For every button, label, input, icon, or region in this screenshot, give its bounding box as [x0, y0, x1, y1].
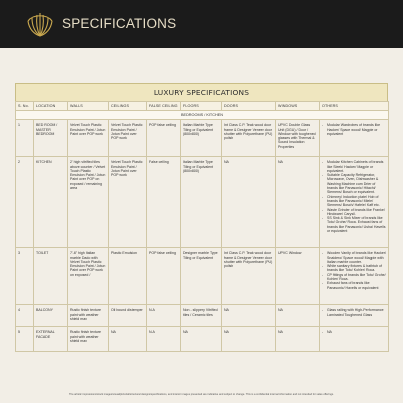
section-row	[16, 111, 389, 120]
others-cell	[320, 120, 389, 157]
specifications-table-panel	[15, 83, 388, 352]
footer-disclaimer: The artistic impressions/stock images/visual/pictorial/structural designs/specifications, and interior images presented are indicative and subject to change. This is a confidential internal information and not intended for sales offerings.	[69, 393, 334, 396]
floors-cell: Non - slippery Vitrified tiles / Ceramic tiles	[181, 305, 222, 327]
floors-cell: Italian Marble Type Tiling or Equivalent (800x800)	[181, 120, 222, 157]
walls-cell: 2' high vitrified tiles above counter / Velvet Touch Plastic Emulsion Paint / Jotun Paint over POP on exposed / remaining area	[68, 157, 109, 248]
ceilings-cell: Oil bound distemper	[109, 305, 147, 327]
false-ceiling-cell: False ceiling	[147, 157, 181, 248]
false-ceiling-cell: POP false ceiling	[147, 120, 181, 157]
windows-cell: UPVC Window	[276, 248, 320, 305]
location-cell: TOILET	[34, 248, 68, 305]
others-item: - Chimney/ Induction plate/ Hob of brands like Panasonic/ Miele/ Siemens/ Bosch/ Hafele/ Kaff etc.	[322, 195, 386, 208]
table-header-row	[16, 102, 389, 111]
doors-cell: Int Class C.P. Teak wood door frame & Designer Veneer door shutter with Polyurethane (PU) polish	[222, 248, 276, 305]
others-cell	[320, 305, 389, 327]
others-cell	[320, 248, 389, 305]
column-header: LOCATION	[34, 102, 68, 111]
column-header: S. No.	[16, 102, 34, 111]
table-row	[16, 120, 389, 157]
table-row	[16, 248, 389, 305]
header-bar	[0, 0, 403, 48]
windows-cell: NA	[276, 327, 320, 352]
column-header: FLOORS	[181, 102, 222, 111]
doors-cell: NA	[222, 157, 276, 248]
others-item: - Exhaust fans of brands like Panasonic/ Havells or equivalent	[322, 281, 386, 290]
ceilings-cell: Velvet Touch Plastic Emulsion Paint / Jotun Paint over POP work	[109, 157, 147, 248]
others-cell	[320, 157, 389, 248]
ceilings-cell: NA	[109, 327, 147, 352]
table-row	[16, 305, 389, 327]
false-ceiling-cell: N.A	[147, 305, 181, 327]
specifications-table	[15, 101, 389, 352]
windows-cell: NA	[276, 157, 320, 248]
table-title: LUXURY SPECIFICATIONS	[15, 83, 388, 101]
section-label: BEDROOMS / KITCHEN	[16, 111, 389, 120]
fan-logo-icon	[25, 10, 55, 38]
false-ceiling-cell: POP false ceiling	[147, 248, 181, 305]
serial-number-cell: 3	[16, 248, 34, 305]
column-header: WALLS	[68, 102, 109, 111]
serial-number-cell: 1	[16, 120, 34, 157]
walls-cell: Rustic finish texture paint with weather shield max	[68, 327, 109, 352]
location-cell: EXTERNAL FACADE	[34, 327, 68, 352]
walls-cell: Rustic finish texture paint with weather shield max	[68, 305, 109, 327]
others-item: - Modular Wardrobes of brands like Hacker/ Space wood/ Magpie or equivalent	[322, 123, 386, 136]
floors-cell: NA	[181, 327, 222, 352]
location-cell: BALCONY	[34, 305, 68, 327]
windows-cell: UPVC Double Glass Unit (DGU) / Door / Window with toughened glasses with Thermal & Sound Insulation Properties	[276, 120, 320, 157]
serial-number-cell: 4	[16, 305, 34, 327]
column-header: FALSE CEILING	[147, 102, 181, 111]
others-item: - Glass railing with High-Performance Laminated Toughened Glass	[322, 308, 386, 317]
false-ceiling-cell: N.A	[147, 327, 181, 352]
doors-cell: NA	[222, 305, 276, 327]
location-cell: KITCHEN	[34, 157, 68, 248]
doors-cell: Int Class C.P. Teak wood door frame & Designer Veneer door shutter with Polyurethane (PU) polish	[222, 120, 276, 157]
column-header: DOORS	[222, 102, 276, 111]
others-item: - SS Sink & Sink Mixer of brands like Toto/ Grohe/ Roca. Exhaust fans of brands like Panasonic/ Usha/ Havells or equivalent	[322, 216, 386, 233]
table-row	[16, 327, 389, 352]
walls-cell: 7'-6" high Italian marble Dado with Velvet Touch Plastic Emulsion Paint / Jotun Paint over POP work on exposed /	[68, 248, 109, 305]
ceilings-cell: Velvet Touch Plastic Emulsion Paint / Jotun Paint over POP work	[109, 120, 147, 157]
others-item: - Suitable Capacity Refrigerator, Microwave, Oven, Dishwasher & Washing Machine cum Drier of brands like Panasonic/ Hitachi/ Siemens/ Bosch or equivalent.	[322, 173, 386, 194]
serial-number-cell: 2	[16, 157, 34, 248]
location-cell: BED ROOM / MASTER BEDROOM	[34, 120, 68, 157]
windows-cell: NA	[276, 305, 320, 327]
others-item: - CP fittings of brands like Toto/ Grohe/ Kohler/ Roca.	[322, 273, 386, 282]
others-item: - White sanitary fixtures & bathtub of brands like Toto/ Kohler/ Roca.	[322, 264, 386, 273]
others-item: - Modular Kitchen Cabinets of brands like Sleek/ Hacker/ Magpie or equivalent.	[322, 160, 386, 173]
others-cell	[320, 327, 389, 352]
column-header: CEILINGS	[109, 102, 147, 111]
others-item: - Waste Grinder of brands like Franke/ Hindware/ Carysil.	[322, 208, 386, 217]
floors-cell: Italian Marble Type Tiling or Equivalent (800x800)	[181, 157, 222, 248]
doors-cell: NA	[222, 327, 276, 352]
walls-cell: Velvet Touch Plastic Emulsion Paint / Jotun Paint over POP work	[68, 120, 109, 157]
others-item: - Wooden Vanity of brands like Hacker/ Snaidero/ Space wood/ Magpie with Italian marble counter.	[322, 251, 386, 264]
serial-number-cell: 5	[16, 327, 34, 352]
others-item: - NA	[322, 330, 386, 334]
column-header: WINDOWS	[276, 102, 320, 111]
ceilings-cell: Plastic Emulsion	[109, 248, 147, 305]
column-header: OTHERS	[320, 102, 389, 111]
page-title: SPECIFICATIONS	[62, 16, 177, 31]
table-row	[16, 157, 389, 248]
floors-cell: Designer marble Type Tiling or Equivalent	[181, 248, 222, 305]
